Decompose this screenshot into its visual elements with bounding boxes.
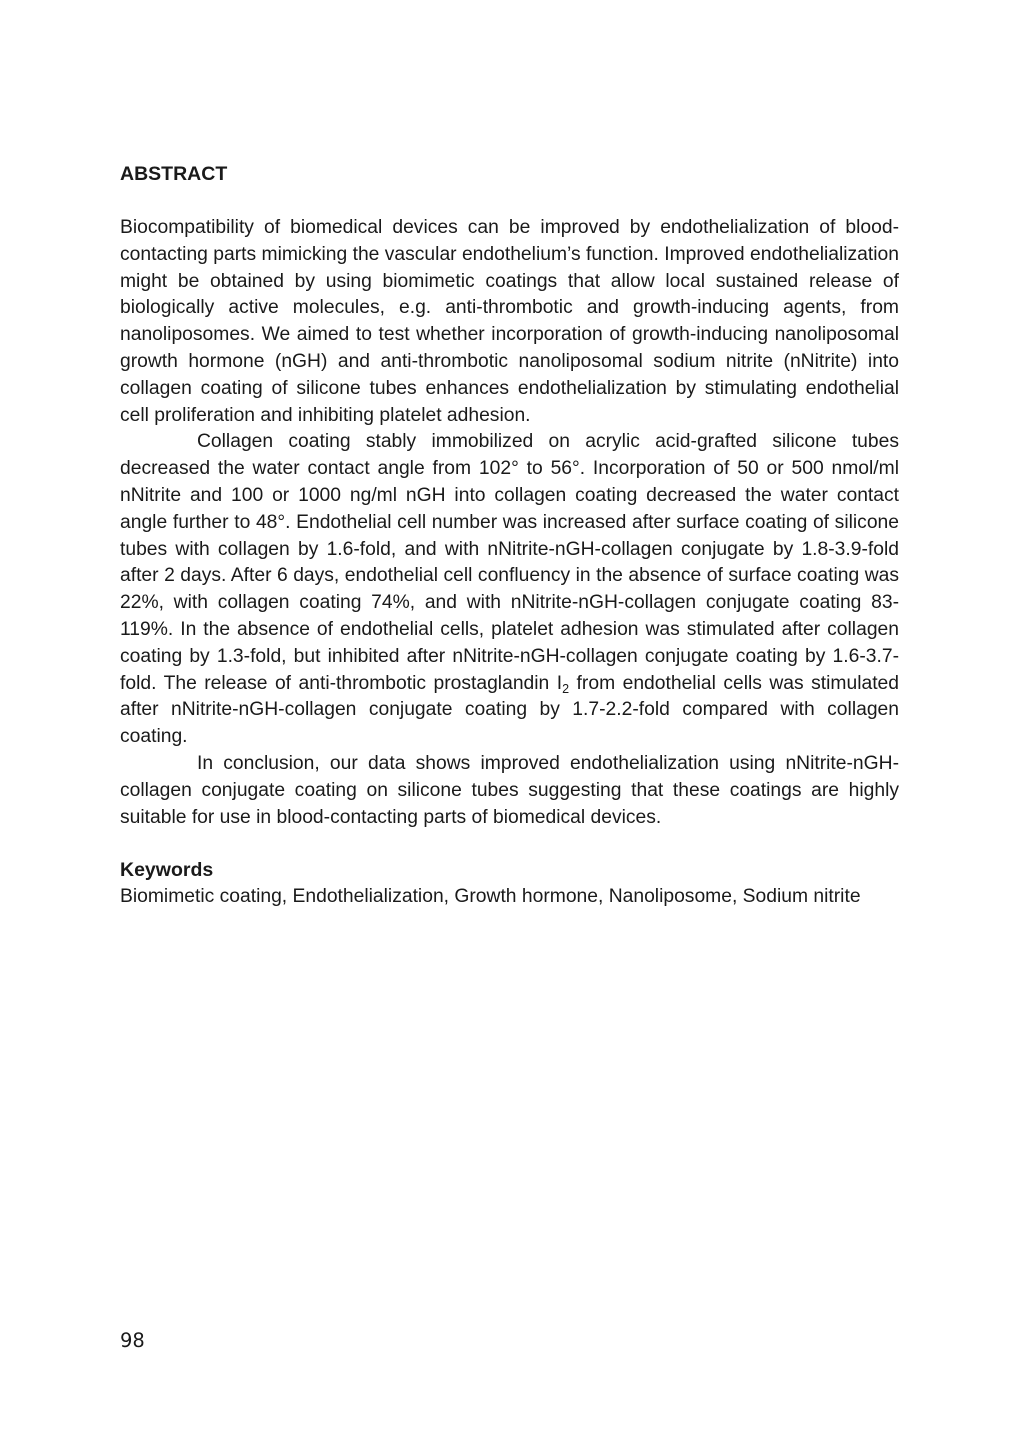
page-number: 98 <box>120 1329 145 1352</box>
keywords-heading: Keywords <box>120 859 214 882</box>
abstract-paragraph-3: In conclusion, our data shows improved endothelialization using nNitrite-nGH-collagen conjugate coating on silicone tubes suggesting that these coatings are highly suitable for use in blood-contacting parts of biomedical devices. <box>120 752 899 828</box>
abstract-section <box>120 161 899 911</box>
keywords-list: Biomimetic coating, Endothelialization, Growth hormone, Nanoliposome, Sodium nitrite <box>120 886 861 908</box>
abstract-paragraph-2 <box>120 429 899 751</box>
subscript-2: 2 <box>562 681 570 696</box>
abstract-paragraph-1: Biocompatibility of biomedical devices can be improved by endothelialization of blood-contacting parts mimicking the vascular endothelium’s function. Improved endothelialization might be obtained by using biomimetic coatings that allow local sustained release of biologically active molecules, e.g. anti-thrombotic and growth-inducing agents, from nanoliposomes. We aimed to test whether incorporation of growth-inducing nanoliposomal growth hormone (nGH) and anti-thrombotic nanoliposomal sodium nitrite (nNitrite) into collagen coating of silicone tubes enhances endothelialization by stimulating endothelial cell proliferation and inhibiting platelet adhesion. <box>120 217 899 426</box>
abstract-paragraph-2-text-a: Collagen coating stably immobilized on acrylic acid-grafted silicone tubes decreased the water contact angle from 102° to 56°. Incorporation of 50 or 500 nmol/ml nNitrite and 100 or 1000 ng/ml nGH into collagen coating decreased the water contact angle further to 48°. Endothelial cell number was increased after surface coating of silicone tubes with collagen by 1.6-fold, and with nNitrite-nGH-collagen conjugate by 1.8-3.9-fold after 2 days. After 6 days, endothelial cell confluency in the absence of surface coating was 22%, with collagen coating 74%, and with nNitrite-nGH-collagen conjugate coating 83-119%. In the absence of endothelial cells, platelet adhesion was stimulated after collagen coating by 1.3-fold, but inhibited after nNitrite-nGH-collagen conjugate coating by 1.6-3.7-fold. The release of anti-thrombotic prostaglandin I <box>120 431 899 694</box>
abstract-paragraph-2-text-b: from endothelial cells was stimulated after nNitrite-nGH-collagen conjugate coating by 1.7-2.2-fold compared with collagen coating. <box>120 672 900 748</box>
abstract-heading: ABSTRACT <box>120 163 228 185</box>
